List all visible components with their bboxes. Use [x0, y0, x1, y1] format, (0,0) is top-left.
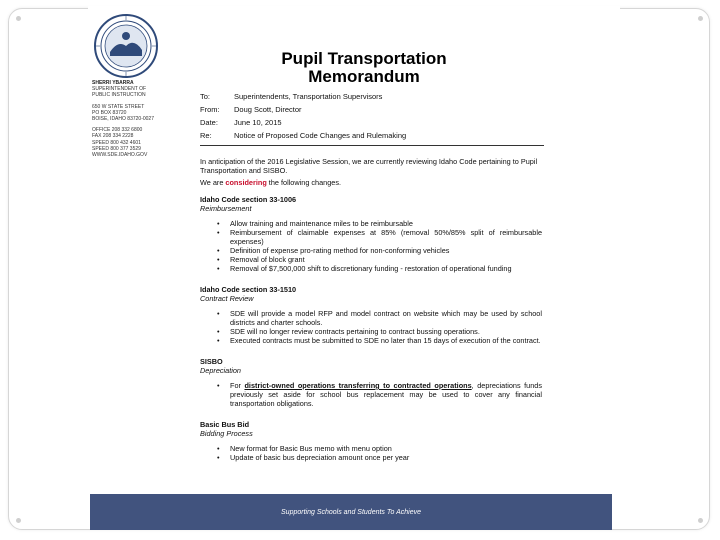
section-subheading: Reimbursement [200, 204, 252, 213]
address-line: PO BOX 83720 [92, 109, 127, 116]
list-item: • Removal of block grant [230, 255, 542, 264]
memo-title-line: Pupil Transportation [281, 49, 447, 68]
considering-line: We are considering the following changes. [200, 178, 342, 187]
corner-dot [16, 16, 21, 21]
header-divider [200, 145, 544, 146]
section-heading: Idaho Code section 33-1510 [200, 285, 297, 294]
section-heading: Basic Bus Bid [200, 420, 250, 429]
superintendent-name: SHERRI YBARRA [92, 80, 134, 86]
header-value: Notice of Proposed Code Changes and Rulemaking [234, 131, 407, 140]
list-item: • For district-owned operations transferring to contracted operations, depreciations funds previously set aside for school bus replacement may be used to cover any financial transportation obligations. [230, 381, 542, 408]
header-label: To: [200, 92, 211, 101]
considering-highlight: considering [225, 178, 267, 187]
state-seal-icon [92, 12, 160, 80]
memo-page [88, 6, 620, 516]
address-line: BOISE, IDAHO 83720-0027 [92, 116, 154, 123]
memo-body [200, 157, 542, 462]
section-heading: SISBO [200, 357, 223, 366]
footer-tagline: Supporting Schools and Students To Achieve [281, 508, 421, 516]
section-subheading: Depreciation [200, 366, 241, 375]
superintendent-role: PUBLIC INSTRUCTION [92, 92, 146, 99]
section-sisbo [200, 357, 542, 408]
superintendent-role: SUPERINTENDENT OF [92, 86, 147, 93]
section-heading: Idaho Code section 33-1006 [200, 195, 297, 204]
intro-paragraph: In anticipation of the 2016 Legislative Session, we are currently reviewing Idaho Code pertaining to Pupil Transportation and SISBO. [200, 157, 538, 175]
section-reimbursement [200, 195, 542, 273]
list-item: • SDE will provide a model RFP and model contract on website which may be used by school districts and charter schools. [230, 309, 542, 327]
contact-line: FAX 208 334 2228 [92, 133, 134, 140]
list-item: • SDE will no longer review contracts pertaining to contract bussing operations. [230, 327, 542, 336]
contact-line: WWW.SDE.IDAHO.GOV [92, 152, 148, 159]
contact-line: OFFICE 208 332 6800 [92, 127, 143, 134]
section-basic-bus-bid [200, 420, 542, 462]
memo-footer [90, 494, 612, 530]
address-line: 650 W STATE STREET [92, 103, 145, 110]
list-item: • Removal of $7,500,000 shift to discretionary funding - restoration of operational funding [230, 264, 542, 273]
section-subheading: Contract Review [200, 294, 254, 303]
underlined-phrase: district-owned operations transferring to contracted operations [244, 381, 472, 390]
contact-line: SPEED 800 432 4601 [92, 139, 141, 146]
header-label: Re: [200, 131, 212, 140]
list-item: • Allow training and maintenance miles to be reimbursable [230, 219, 542, 228]
contact-line: SPEED 800 377 3529 [92, 145, 141, 152]
memo-title [264, 50, 464, 86]
corner-dot [16, 518, 21, 523]
header-value: June 10, 2015 [234, 118, 282, 127]
list-item: • Reimbursement of claimable expenses at 85% (removal 50%/85% split of reimbursable expenses) [230, 228, 542, 246]
header-value: Doug Scott, Director [234, 105, 302, 114]
corner-dot [698, 518, 703, 523]
corner-dot [698, 16, 703, 21]
header-label: Date: [200, 118, 218, 127]
section-subheading: Bidding Process [200, 429, 253, 438]
header-value: Superintendents, Transportation Supervisors [234, 92, 383, 101]
list-item: • Executed contracts must be submitted to SDE no later than 15 days of execution of the contract. [230, 336, 542, 345]
list-item: • New format for Basic Bus memo with menu option [230, 444, 542, 453]
memo-title-line: Memorandum [308, 67, 420, 86]
list-item: • Definition of expense pro-rating method for non-conforming vehicles [230, 246, 542, 255]
header-label: From: [200, 105, 220, 114]
list-item: • Update of basic bus depreciation amount once per year [230, 453, 542, 462]
letterhead-sidebar [92, 80, 174, 158]
section-contract-review [200, 285, 542, 345]
